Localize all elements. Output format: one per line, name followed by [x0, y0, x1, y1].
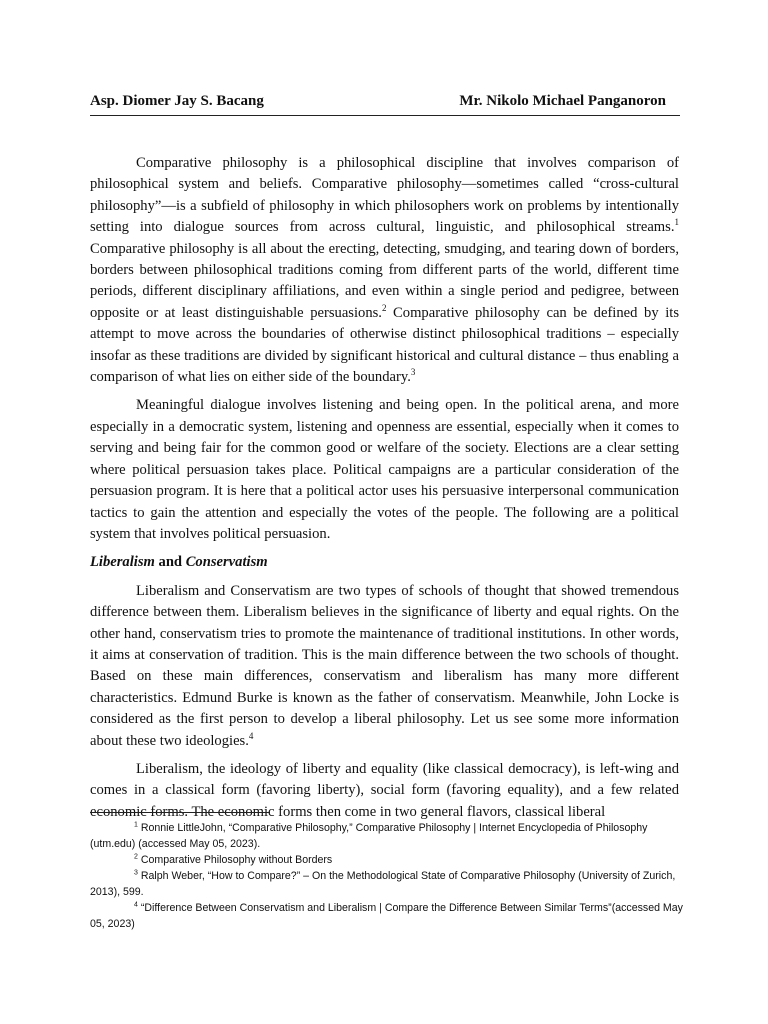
footnote-ref-4: 4: [248, 730, 254, 741]
paragraph-text: Liberalism and Conservatism are two types of schools of thought that showed tremendous difference between them. Liberalism believes in the significance of liberty and equal rights. On the other hand, conservatism tries to promote the maintenance of traditional institutions. In other words, it aims at conservation of tradition. This is the main difference between the two schools of thought. Based on these main differences, conservatism and liberalism has many more different characteristics. Edmund Burke is known as the father of conservatism. Meanwhile, John Locke is considered as the first person to develop a liberal philosophy. Let us see some more information about these two ideologies.: [90, 582, 679, 749]
paragraph-text: Comparative philosophy can be defined by its attempt to move across the boundaries of otherwise distinct philosophical traditions – especially insofar as these traditions are divided by significant historical and cultural distance – thus enabling a comparison of what lies on either side of the boundary.: [90, 304, 679, 386]
footnote-4: [90, 900, 690, 932]
paragraph-text: Comparative philosophy is all about the erecting, detecting, smudging, and tearing down of borders, borders between philosophical traditions coming from different parts of the world, different time periods, different disciplinary affiliations, and even within a single period and pedigree, between opposite or at least distinguishable persuasions.: [90, 240, 679, 321]
footnote-number: 3: [134, 869, 138, 877]
header-author-right: Mr. Nikolo Michael Panganoron: [459, 93, 666, 109]
footnote-1: [90, 820, 690, 852]
footnote-ref-1: 1: [674, 217, 679, 228]
footnote-text: Ralph Weber, “How to Compare?” – On the Methodological State of Comparative Philosophy (University of Zurich, 2013), 599.: [90, 870, 676, 898]
paragraph-liberalism-ideology: Liberalism, the ideology of liberty and equality (like classical democracy), is left-wing and comes in a classical form (favoring liberty), social form (favoring equality), and a few related economic forms. The economic forms then come in two general flavors, classical liberal: [90, 760, 679, 820]
paragraph-text: Comparative philosophy is a philosophical discipline that involves comparison of philosophical system and beliefs. Comparative philosophy—sometimes called “cross-cultural philosophy”—is a subfield of philosophy in which philosophers work on problems by intentionally setting into dialogue sources from across cultural, linguistic, and philosophical streams.: [90, 155, 679, 236]
heading-joiner: and: [154, 554, 186, 571]
heading-term-conservatism: Conservatism: [185, 554, 268, 571]
footnotes: [90, 820, 690, 932]
section-heading: [90, 552, 679, 573]
footnote-ref-3: 3: [410, 367, 416, 378]
footnote-3: [90, 868, 690, 900]
footnote-number: 1: [134, 821, 138, 829]
paragraph-liberalism-conservatism: [90, 581, 679, 752]
footnote-text: Ronnie LittleJohn, “Comparative Philosophy,” Comparative Philosophy | Internet Encyclopedia of Philosophy (utm.edu) (accessed May 05, 2023).: [90, 822, 648, 850]
page-header: [90, 93, 680, 116]
footnote-number: 4: [134, 901, 138, 909]
paragraph-comparative-philosophy: [90, 153, 679, 388]
footnote-separator: [90, 812, 270, 813]
heading-term-liberalism: Liberalism: [90, 554, 155, 571]
footnote-text: “Difference Between Conservatism and Liberalism | Compare the Difference Between Similar Terms”(accessed May 05, 2023): [90, 902, 683, 930]
paragraph-meaningful-dialogue: Meaningful dialogue involves listening and being open. In the political arena, and more especially in a democratic system, listening and openness are essential, especially when it comes to serving and being fair for the common good or welfare of the society. Elections are a clear setting where political persuasion takes place. Political campaigns are a particular consideration of the persuasion program. It is here that a political actor uses his persuasive interpersonal communication tactics to gain the attention and especially the votes of the people. The following are a political system that involves political persuasion.: [90, 397, 679, 542]
footnote-ref-2: 2: [381, 302, 387, 313]
header-author-left: Asp. Diomer Jay S. Bacang: [90, 93, 264, 109]
footnote-number: 2: [134, 853, 138, 861]
footnote-2: [90, 852, 690, 868]
footnote-text: Comparative Philosophy without Borders: [137, 854, 333, 866]
document-body: [90, 153, 679, 830]
